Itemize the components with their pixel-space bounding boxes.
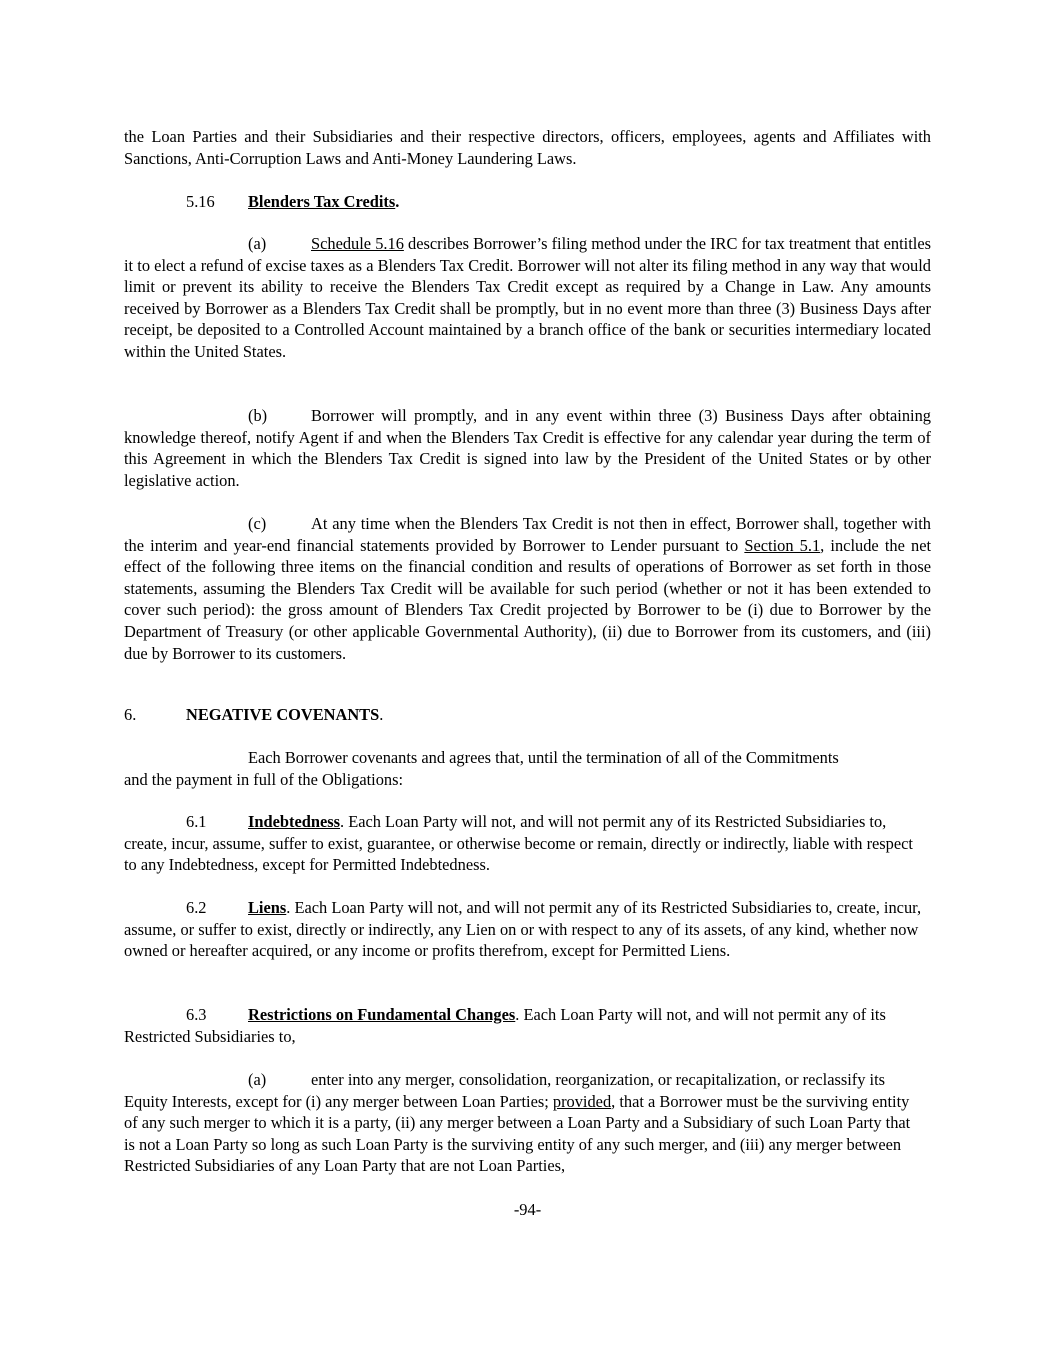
section-title: Blenders Tax Credits xyxy=(248,192,396,211)
section-number: 6.1 xyxy=(186,812,207,831)
clause-label: (a) xyxy=(248,1070,267,1089)
section-6-1 xyxy=(124,811,924,876)
section-6-3 xyxy=(124,1004,924,1047)
clause-label: (c) xyxy=(248,514,267,533)
page-number: -94- xyxy=(513,1200,542,1219)
section-6-heading xyxy=(124,704,931,726)
section-text: . Each Loan Party will not, and will not permit any of its Restricted Subsidiaries to, create, incur, assume, or suffer to exist, directly or indirectly, any Lien on or with respect to any of its assets, of any kind, whether now owned or hereafter acquired, or any income or profits therefrom, except for Permitted Liens. xyxy=(124,898,922,961)
section-title: Restrictions on Fundamental Changes xyxy=(248,1005,516,1024)
section-number: 6.2 xyxy=(186,898,207,917)
section-number: 5.16 xyxy=(186,192,215,211)
section-number: 6.3 xyxy=(186,1005,207,1024)
section-6-intro: Each Borrower covenants and agrees that, until the termination of all of the Commitments and the payment in full of the Obligations: xyxy=(124,748,839,789)
clause-text: enter into any merger, consolidation, reorganization, or recapitalization, or reclassify its Equity Interests, except for (i) any merger between Loan Parties; xyxy=(124,1070,886,1111)
clause-text: describes Borrower’s filing method under the IRC for tax treatment that entitles it to elect a refund of excise taxes as a Blenders Tax Credit. Borrower will not alter its filing method in any way that would limit or prevent its ability to receive the Blenders Tax Credit except as required by a Change in Law. Any amounts received by Borrower as a Blenders Tax Credit shall be promptly, but in no event more than three (3) Business Days after receipt, be deposited to a Controlled Account maintained by a branch office of the bank or securities intermediary located within the United States. xyxy=(124,234,931,361)
section-title: NEGATIVE COVENANTS xyxy=(186,705,380,724)
clause-label: (a) xyxy=(248,234,267,253)
section-text: . Each Loan Party will not, and will not permit any of its Restricted Subsidiaries to, xyxy=(124,1005,886,1046)
section-reference-link[interactable]: Section 5.1 xyxy=(744,535,821,555)
period: . xyxy=(395,192,400,211)
clause-label: (b) xyxy=(248,406,268,425)
schedule-reference-link[interactable]: Schedule 5.16 xyxy=(311,234,404,253)
section-text: . Each Loan Party will not, and will not permit any of its Restricted Subsidiaries to, create, incur, assume, suffer to exist, guarantee, or otherwise become or remain, directly or indirectly, liable with respect to any Indebtedness, except for Permitted Indebtedness. xyxy=(124,812,913,875)
section-5-16-heading xyxy=(124,191,931,213)
section-5-16-a xyxy=(124,233,931,363)
clause-text: , that a Borrower must be the surviving entity of any such merger to which it is a party, (ii) any merger between a Loan Party and a Subsidiary of such Loan Party that is not a Loan Party so long as such Loan Party is the surviving entity of any such merger, and (iii) any merger between Restricted Subsidiaries of any Loan Party that are not Loan Parties, xyxy=(124,1091,911,1176)
section-number: 6. xyxy=(124,705,137,724)
section-6-2 xyxy=(124,897,934,962)
period: . xyxy=(379,705,384,724)
section-5-16-b xyxy=(124,405,931,491)
clause-text: , include the net effect of the following three items on the financial condition and results of operations of Borrower as set forth in those statements, assuming the Blenders Tax Credit will be available for such period (whether or not it has been extended to cover such period): the gross amount of Blenders Tax Credit projected by Borrower to be (i) due to Borrower by the Department of Treasury (or other applicable Governmental Authority), (ii) due to Borrower from its customers, and (iii) due by Borrower to its customers. xyxy=(124,535,932,663)
section-title: Indebtedness xyxy=(248,812,340,831)
intro-paragraph: the Loan Parties and their Subsidiaries and their respective directors, officers, employees, agents and Affiliates with Sanctions, Anti-Corruption Laws and Anti-Money Laundering Laws. xyxy=(124,127,931,168)
section-5-16-c xyxy=(124,513,931,664)
clause-text: Borrower will promptly, and in any event within three (3) Business Days after obtaining knowledge thereof, notify Agent if and when the Blenders Tax Credit is effective for any calendar year during the term of this Agreement in which the Blenders Tax Credit is signed into law by the President of the United States or by other legislative action. xyxy=(124,406,931,490)
provided-term: provided xyxy=(552,1091,612,1111)
section-6-3-a xyxy=(124,1069,924,1177)
clause-text: At any time when the Blenders Tax Credit is not then in effect, Borrower shall, together with the interim and year-end financial statements provided by Borrower to Lender pursuant to xyxy=(124,514,931,555)
section-title: Liens xyxy=(248,898,287,917)
